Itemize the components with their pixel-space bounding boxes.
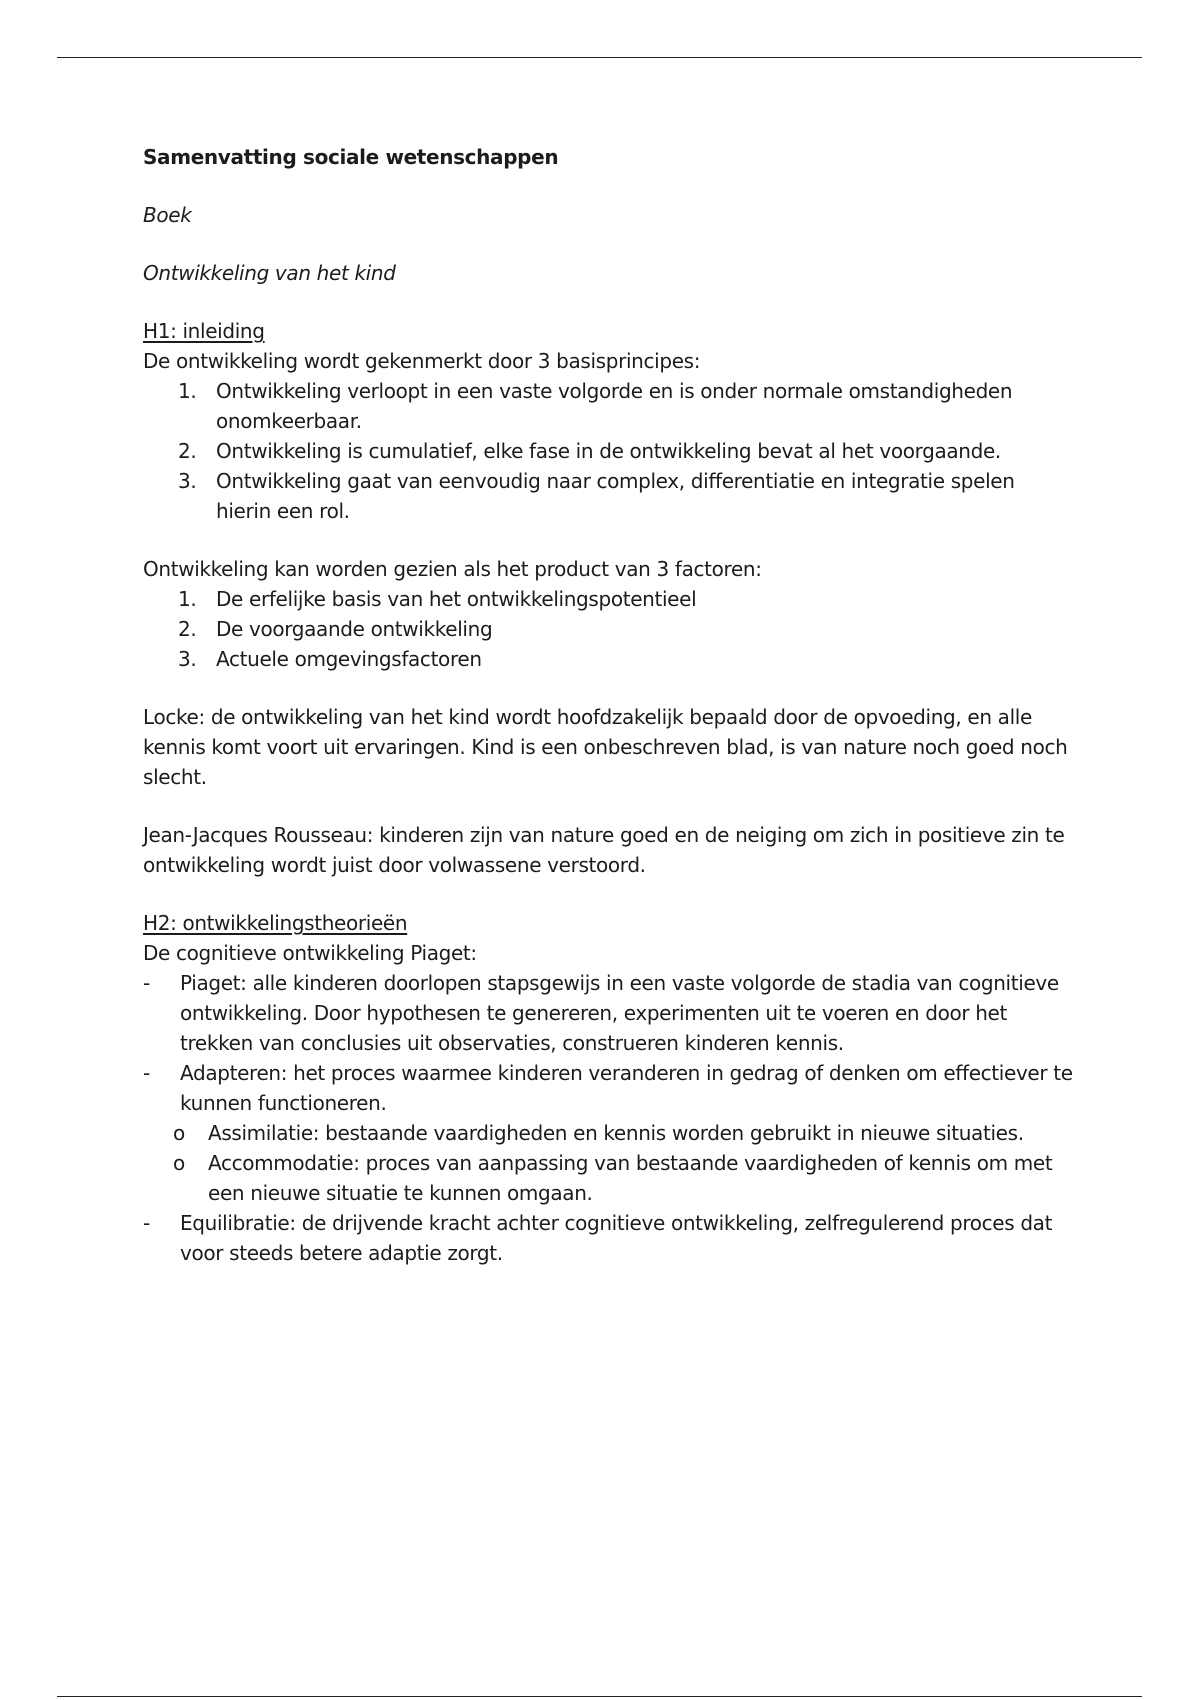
circle-bullet: o: [173, 1121, 185, 1145]
dash-bullet: -: [143, 1211, 150, 1235]
subtitle-topic: Ontwikkeling van het kind: [143, 261, 396, 285]
list-item: [143, 466, 1073, 526]
locke-paragraph: Locke: de ontwikkeling van het kind wordt hoofdzakelijk bepaald door de opvoeding, en alle kennis komt voort uit ervaringen. Kind is een onbeschreven blad, is van nature noch goed noch slecht.: [143, 705, 1068, 789]
list-item-text: Ontwikkeling is cumulatief, elke fase in de ontwikkeling bevat al het voorgaande.: [216, 439, 1001, 463]
list-item-text: Adapteren: het proces waarmee kinderen veranderen in gedrag of denken om effectiever te kunnen functioneren.: [180, 1061, 1073, 1115]
adaptation-sublist: [143, 1118, 1073, 1208]
section-heading-h1: H1: inleiding: [143, 319, 265, 343]
list-item-text: De voorgaande ontwikkeling: [216, 617, 493, 641]
list-item: [143, 584, 1073, 614]
list-item-text: Ontwikkeling gaat van eenvoudig naar complex, differentiatie en integratie spelen hierin een rol.: [216, 469, 1015, 523]
factors-list: [143, 584, 1073, 674]
list-item: [143, 1058, 1073, 1118]
section-heading-h2: H2: ontwikkelingstheorieën: [143, 911, 408, 935]
list-item-text: Equilibratie: de drijvende kracht achter cognitieve ontwikkeling, zelfregulerend proces dat voor steeds betere adaptie zorgt.: [180, 1211, 1053, 1265]
list-item: [143, 644, 1073, 674]
list-number: 2.: [178, 617, 197, 641]
list-item-text: De erfelijke basis van het ontwikkelingspotentieel: [216, 587, 697, 611]
list-item: [143, 1118, 1073, 1208]
list-item: [143, 1208, 1073, 1268]
sublist-item: [143, 1118, 1073, 1148]
page-bottom-rule: [57, 1696, 1142, 1697]
list-item: [143, 614, 1073, 644]
principles-intro: De ontwikkeling wordt gekenmerkt door 3 basisprincipes:: [143, 349, 701, 373]
document-body: [143, 142, 1073, 1268]
list-item-text: Piaget: alle kinderen doorlopen stapsgewijs in een vaste volgorde de stadia van cognitieve ontwikkeling. Door hypothesen te genereren, experimenten uit te voeren en door het trekken van conclusies uit observaties, construeren kinderen kennis.: [180, 971, 1059, 1055]
principles-list: [143, 376, 1073, 526]
piaget-intro: De cognitieve ontwikkeling Piaget:: [143, 941, 477, 965]
factors-intro: Ontwikkeling kan worden gezien als het product van 3 factoren:: [143, 557, 762, 581]
list-item-text: Accommodatie: proces van aanpassing van bestaande vaardigheden of kennis om met een nieuwe situatie te kunnen omgaan.: [208, 1151, 1053, 1205]
list-item-text: Assimilatie: bestaande vaardigheden en kennis worden gebruikt in nieuwe situaties.: [208, 1121, 1024, 1145]
circle-bullet: o: [173, 1151, 185, 1175]
rousseau-paragraph: Jean-Jacques Rousseau: kinderen zijn van nature goed en de neiging om zich in positieve zin te ontwikkeling wordt juist door volwassene verstoord.: [143, 823, 1065, 877]
list-item: [143, 968, 1073, 1058]
subtitle-book: Boek: [143, 203, 192, 227]
document-title: Samenvatting sociale wetenschappen: [143, 145, 559, 169]
piaget-list: [143, 968, 1073, 1268]
list-number: 1.: [178, 379, 197, 403]
sublist-item: [143, 1148, 1073, 1208]
list-number: 3.: [178, 647, 197, 671]
list-number: 3.: [178, 469, 197, 493]
dash-bullet: -: [143, 971, 150, 995]
list-number: 2.: [178, 439, 197, 463]
list-item-text: Ontwikkeling verloopt in een vaste volgorde en is onder normale omstandigheden onomkeerbaar.: [216, 379, 1013, 433]
list-item: [143, 436, 1073, 466]
list-item: [143, 376, 1073, 436]
page-top-rule: [57, 57, 1142, 58]
list-item-text: Actuele omgevingsfactoren: [216, 647, 482, 671]
dash-bullet: -: [143, 1061, 150, 1085]
list-number: 1.: [178, 587, 197, 611]
